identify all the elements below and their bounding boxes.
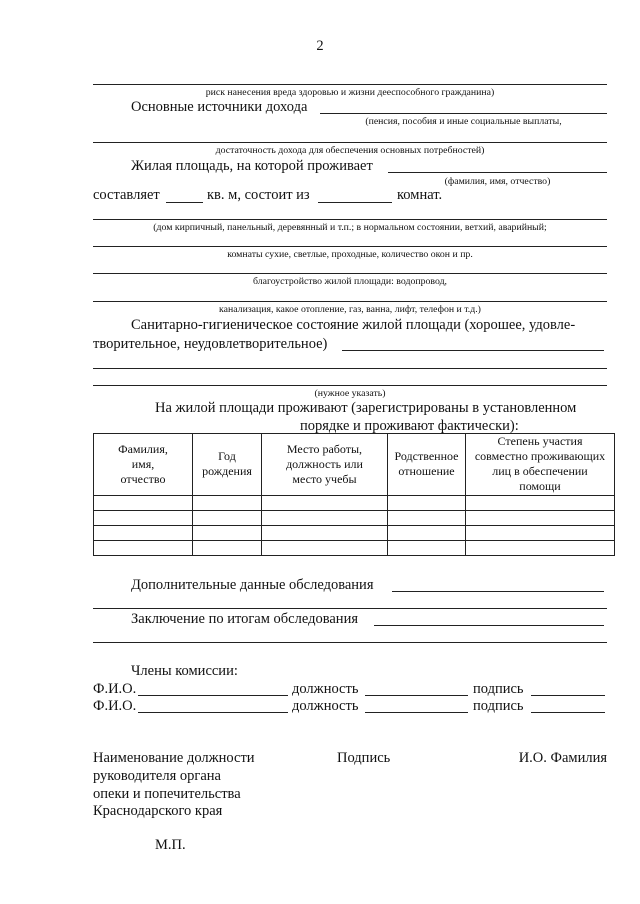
area-unit-label: кв. м, состоит из	[207, 187, 310, 203]
residents-table	[93, 433, 615, 556]
member-2-fio-field[interactable]	[138, 712, 288, 713]
income-label: Основные источники дохода	[131, 99, 308, 115]
col-header-birth-year: Год рождения	[193, 434, 262, 496]
conclusion-field[interactable]	[374, 625, 604, 626]
fio-note: (фамилия, имя, отчество)	[444, 176, 551, 187]
resident-name-field[interactable]	[388, 172, 607, 173]
col-header-work-place: Место работы, должность или место учебы	[262, 434, 388, 496]
member-2-signature-field[interactable]	[531, 712, 605, 713]
sanitary-field-3[interactable]	[93, 385, 607, 386]
member-1-signature-field[interactable]	[531, 695, 605, 696]
head-name-label: И.О. Фамилия	[518, 750, 607, 766]
utilities-note: канализация, какое отопление, газ, ванна, лифт, телефон и т.д.)	[219, 304, 481, 315]
page-number: 2	[316, 38, 324, 54]
sanitary-field[interactable]	[342, 350, 604, 351]
member-2-position-field[interactable]	[365, 712, 468, 713]
residents-heading-2: порядке и проживают фактически):	[300, 418, 519, 434]
utilities-field[interactable]	[93, 301, 607, 302]
sanitary-field-2[interactable]	[93, 368, 607, 369]
commission-position-label: должность	[292, 681, 359, 697]
rooms-note: комнаты сухие, светлые, проходные, количество окон и пр.	[227, 249, 473, 260]
table-row[interactable]	[94, 525, 615, 540]
commission-fio-label: Ф.И.О.	[93, 681, 137, 697]
sanitary-line-1: Санитарно-гигиеническое состояние жилой площади (хорошее, удовле-	[131, 317, 576, 333]
risk-note: риск нанесения вреда здоровью и жизни дееспособного гражданина)	[205, 87, 495, 98]
table-row[interactable]	[94, 495, 615, 510]
table-row[interactable]	[94, 510, 615, 525]
rooms-field[interactable]	[93, 246, 607, 247]
head-position-line-2: руководителя органа	[93, 768, 221, 784]
head-position-line-3: опеки и попечительства	[93, 786, 241, 802]
conclusion-field-2[interactable]	[93, 642, 607, 643]
head-position-line-1: Наименование должности	[93, 750, 255, 766]
amenities-note: благоустройство жилой площади: водопровод,	[252, 276, 448, 287]
stamp-placeholder: М.П.	[155, 837, 186, 853]
head-signature-label: Подпись	[337, 750, 391, 766]
area-size-field[interactable]	[166, 202, 203, 203]
member-1-fio-field[interactable]	[138, 695, 288, 696]
head-position-line-4: Краснодарского края	[93, 803, 223, 819]
additional-data-label: Дополнительные данные обследования	[131, 577, 374, 593]
sanitary-line-2: творительное, неудовлетворительное)	[93, 336, 328, 352]
rooms-count-field[interactable]	[318, 202, 392, 203]
residents-table-header	[94, 434, 615, 496]
col-header-name: Фамилия, имя, отчество	[94, 434, 193, 496]
table-row[interactable]	[94, 540, 615, 555]
commission-position-label: должность	[292, 698, 359, 714]
col-header-relation: Родственное отношение	[388, 434, 466, 496]
member-1-position-field[interactable]	[365, 695, 468, 696]
conclusion-label: Заключение по итогам обследования	[131, 611, 358, 627]
commission-fio-label: Ф.И.О.	[93, 698, 137, 714]
residents-heading-1: На жилой площади проживают (зарегистрированы в установленном	[155, 400, 577, 416]
house-type-note: (дом кирпичный, панельный, деревянный и т.п.; в нормальном состоянии, ветхий, аварийный;	[153, 222, 547, 233]
income-kinds-note: (пенсия, пособия и иные социальные выплаты,	[365, 116, 562, 127]
rooms-word: комнат.	[397, 187, 443, 203]
house-type-field[interactable]	[93, 219, 607, 220]
specify-note: (нужное указать)	[314, 388, 386, 399]
col-header-help-degree: Степень участия совместно проживающих лиц в обеспечении помощи	[466, 434, 615, 496]
living-area-label: Жилая площадь, на которой проживает	[131, 158, 373, 174]
area-size-prefix: составляет	[93, 187, 160, 203]
additional-data-field-2[interactable]	[93, 608, 607, 609]
commission-label: Члены комиссии:	[131, 663, 238, 679]
risk-line	[93, 84, 607, 85]
amenities-field[interactable]	[93, 273, 607, 274]
commission-signature-label: подпись	[473, 681, 524, 697]
commission-signature-label: подпись	[473, 698, 524, 714]
income-sufficiency-note: достаточность дохода для обеспечения основных потребностей)	[215, 145, 485, 156]
additional-data-field[interactable]	[392, 591, 604, 592]
income-field-2[interactable]	[93, 142, 607, 143]
income-field[interactable]	[320, 113, 607, 114]
